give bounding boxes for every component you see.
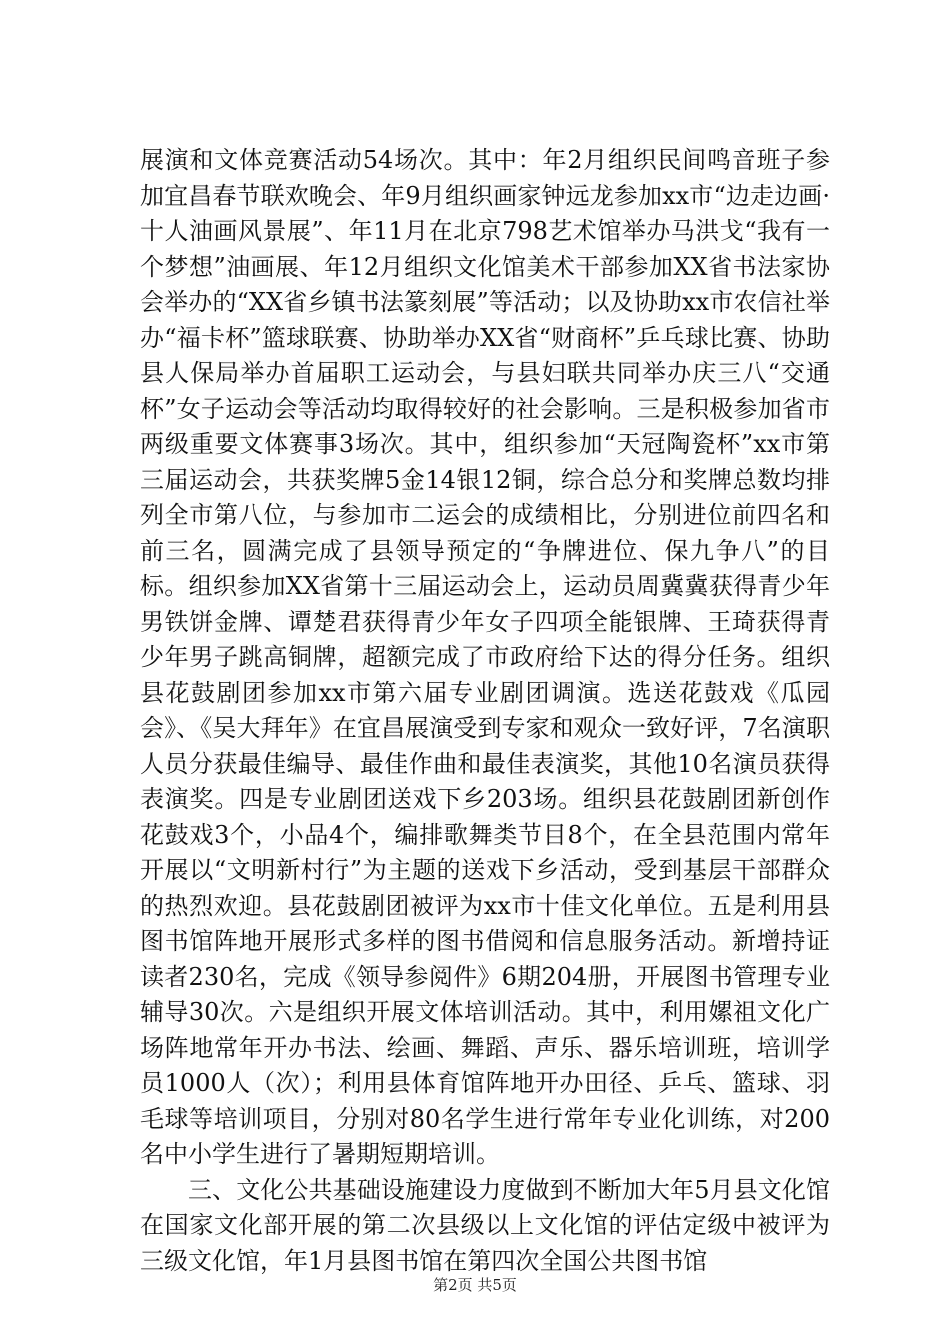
body-paragraph-2: 三、文化公共基础设施建设力度做到不断加大年5月县文化馆在国家文化部开展的第二次县级以上文化馆的评估定级中被评为三级文化馆，年1月县图书馆在第四次全国公共图书馆 — [140, 1175, 830, 1275]
document-body — [140, 143, 830, 1279]
body-paragraph-1: 展演和文体竞赛活动54场次。其中：年2月组织民间鸣音班子参加宜昌春节联欢晚会、年9月组织画家钟远龙参加xx市“边走边画·十人油画风景展”、年11月在北京798艺术馆举办马洪戈“我有一个梦想”油画展、年12月组织文化馆美术干部参加XX省书法家协会举办的“XX省乡镇书法篆刻展”等活动；以及协助xx市农信社举办“福卡杯”篮球联赛、协助举办XX省“财商杯”乒乓球比赛、协助县人保局举办首届职工运动会，与县妇联共同举办庆三八“交通杯”女子运动会等活动均取得较好的社会影响。三是积极参加省市两级重要文体赛事3场次。其中，组织参加“天冠陶瓷杯”xx市第三届运动会，共获奖牌5金14银12铜，综合总分和奖牌总数均排列全市第八位，与参加市二运会的成绩相比，分别进位前四名和前三名，圆满完成了县领导预定的“争牌进位、保九争八”的目标。组织参加XX省第十三届运动会上，运动员周冀冀获得青少年男铁饼金牌、谭楚君获得青少年女子四项全能银牌、王琦获得青少年男子跳高铜牌，超额完成了市政府给下达的得分任务。组织县花鼓剧团参加xx市第六届专业剧团调演。选送花鼓戏《瓜园会》、《吴大拜年》在宜昌展演受到专家和观众一致好评，7名演职人员分获最佳编导、最佳作曲和最佳表演奖，其他10名演员获得表演奖。四是专业剧团送戏下乡203场。组织县花鼓剧团新创作花鼓戏3个，小品4个，编排歌舞类节目8个，在全县范围内常年开展以“文明新村行”为主题的送戏下乡活动，受到基层干部群众的热烈欢迎。县花鼓剧团被评为xx市十佳文化单位。五是利用县图书馆阵地开展形式多样的图书借阅和信息服务活动。新增持证读者230名，完成《领导参阅件》6期204册，开展图书管理专业辅导30次。六是组织开展文体培训活动。其中，利用嫘祖文化广场阵地常年开办书法、绘画、舞蹈、声乐、器乐培训班，培训学员1000人（次）；利用县体育馆阵地开办田径、乒乓、篮球、羽毛球等培训项目，分别对80名学生进行常年专业化训练，对200名中小学生进行了暑期短期培训。 — [140, 146, 830, 1168]
page-footer: 第2页 共5页 — [433, 1276, 517, 1294]
